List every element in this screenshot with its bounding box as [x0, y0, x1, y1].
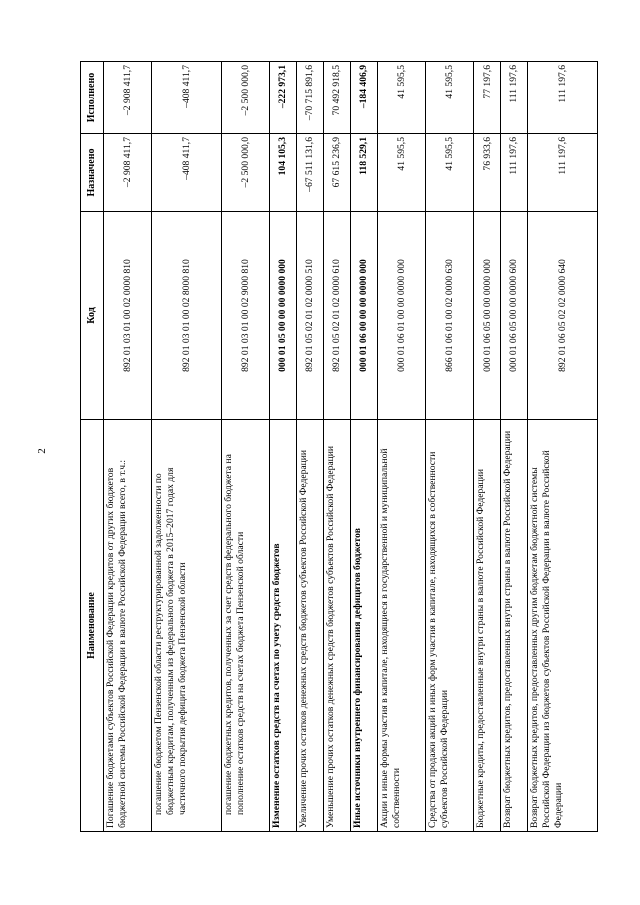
- row-executed-cell: 111 197,6: [501, 62, 528, 134]
- row-code-cell: 892 01 03 01 00 02 8000 810: [152, 212, 222, 420]
- row-planned-cell: –2 500 000,0: [222, 134, 270, 212]
- table-row: [528, 62, 598, 832]
- row-planned-cell: 67 615 236,9: [324, 134, 351, 212]
- table-row: [474, 62, 501, 832]
- row-planned-cell: 111 197,6: [501, 134, 528, 212]
- row-executed-cell: –70 715 891,6: [297, 62, 324, 134]
- row-name-cell: Увеличение прочих остатков денежных средств бюджетов субъектов Российской Федерации: [297, 420, 324, 832]
- rotated-table-container: [80, 62, 598, 832]
- row-code-cell: 892 01 03 01 00 02 0000 810: [104, 212, 152, 420]
- row-code-cell: 000 01 05 00 00 00 0000 000: [270, 212, 297, 420]
- row-name-cell: Возврат бюджетных кредитов, предоставленных другим бюджетам бюджетной системы Российской Федерации из бюджетов субъектов Российской Федерации в валюте Российской Федерации: [528, 420, 598, 832]
- row-executed-cell: 41 595,5: [426, 62, 474, 134]
- table-header-row: [81, 62, 104, 832]
- table-row: [501, 62, 528, 832]
- row-planned-cell: 41 595,5: [377, 134, 425, 212]
- row-planned-cell: –2 908 411,7: [104, 134, 152, 212]
- table-row: [426, 62, 474, 832]
- row-executed-cell: 111 197,6: [528, 62, 598, 134]
- row-name-cell: Средства от продажи акций и иных форм участия в капитале, находящихся в собственности субъектов Российской Федерации: [426, 420, 474, 832]
- row-name-cell: Возврат бюджетных кредитов, предоставленных внутри страны в валюте Российской Федерации: [501, 420, 528, 832]
- table-row: [324, 62, 351, 832]
- table-row: [270, 62, 297, 832]
- budget-sources-table: [80, 61, 598, 832]
- row-code-cell: 000 01 06 00 00 00 0000 000: [350, 212, 377, 420]
- row-planned-cell: 118 529,1: [350, 134, 377, 212]
- row-planned-cell: –67 511 131,6: [297, 134, 324, 212]
- row-planned-cell: 104 105,3: [270, 134, 297, 212]
- header-planned: Назначено: [81, 134, 104, 212]
- row-name-cell: погашение бюджетных кредитов, полученных за счет средств федерального бюджета на пополнение остатков средств на счетах бюджета Пензенской области: [222, 420, 270, 832]
- row-name-cell: Уменьшение прочих остатков денежных средств бюджетов субъектов Российской Федерации: [324, 420, 351, 832]
- row-name-cell: Погашение бюджетами субъектов Российской Федерации кредитов от других бюджетов бюджетной системы Российской Федерации в валюте Российской Федерации всего, в т.ч.:: [104, 420, 152, 832]
- row-executed-cell: –222 973,1: [270, 62, 297, 134]
- header-executed: Исполнено: [81, 62, 104, 134]
- row-executed-cell: 41 595,5: [377, 62, 425, 134]
- header-code: Код: [81, 212, 104, 420]
- row-executed-cell: –2 908 411,7: [104, 62, 152, 134]
- row-name-cell: Изменение остатков средств на счетах по учету средств бюджетов: [270, 420, 297, 832]
- table-row: [152, 62, 222, 832]
- row-executed-cell: –184 406,9: [350, 62, 377, 134]
- table-row: [377, 62, 425, 832]
- row-code-cell: 000 01 06 05 00 00 0000 600: [501, 212, 528, 420]
- table-row: [350, 62, 377, 832]
- row-name-cell: Иные источники внутреннего финансирования дефицитов бюджетов: [350, 420, 377, 832]
- row-code-cell: 892 01 03 01 00 02 9000 810: [222, 212, 270, 420]
- row-planned-cell: 41 595,5: [426, 134, 474, 212]
- row-executed-cell: –2 500 000,0: [222, 62, 270, 134]
- row-code-cell: 892 01 05 02 01 02 0000 610: [324, 212, 351, 420]
- row-name-cell: Бюджетные кредиты, предоставленные внутри страны в валюте Российской Федерации: [474, 420, 501, 832]
- header-name: Наименование: [81, 420, 104, 832]
- table-body: [104, 62, 598, 832]
- table-row: [297, 62, 324, 832]
- row-name-cell: погашение бюджетом Пензенской области реструктурированной задолженности по бюджетным кредитам, полученным из федерального бюджета в 2015–2017 годах для частичного покрытия дефицита бюджета Пензенской области: [152, 420, 222, 832]
- row-code-cell: 866 01 06 01 00 02 0000 630: [426, 212, 474, 420]
- row-code-cell: 892 01 06 05 02 02 0000 640: [528, 212, 598, 420]
- row-name-cell: Акции и иные формы участия в капитале, находящиеся в государственной и муниципальной собственности: [377, 420, 425, 832]
- row-code-cell: 892 01 05 02 01 02 0000 510: [297, 212, 324, 420]
- table-row: [222, 62, 270, 832]
- row-planned-cell: 111 197,6: [528, 134, 598, 212]
- table-row: [104, 62, 152, 832]
- row-executed-cell: 70 492 918,5: [324, 62, 351, 134]
- page-number: 2: [36, 448, 48, 454]
- row-planned-cell: 76 933,6: [474, 134, 501, 212]
- row-executed-cell: –408 411,7: [152, 62, 222, 134]
- row-code-cell: 000 01 06 01 00 00 0000 000: [377, 212, 425, 420]
- row-code-cell: 000 01 06 05 00 00 0000 000: [474, 212, 501, 420]
- row-planned-cell: –408 411,7: [152, 134, 222, 212]
- row-executed-cell: 77 197,6: [474, 62, 501, 134]
